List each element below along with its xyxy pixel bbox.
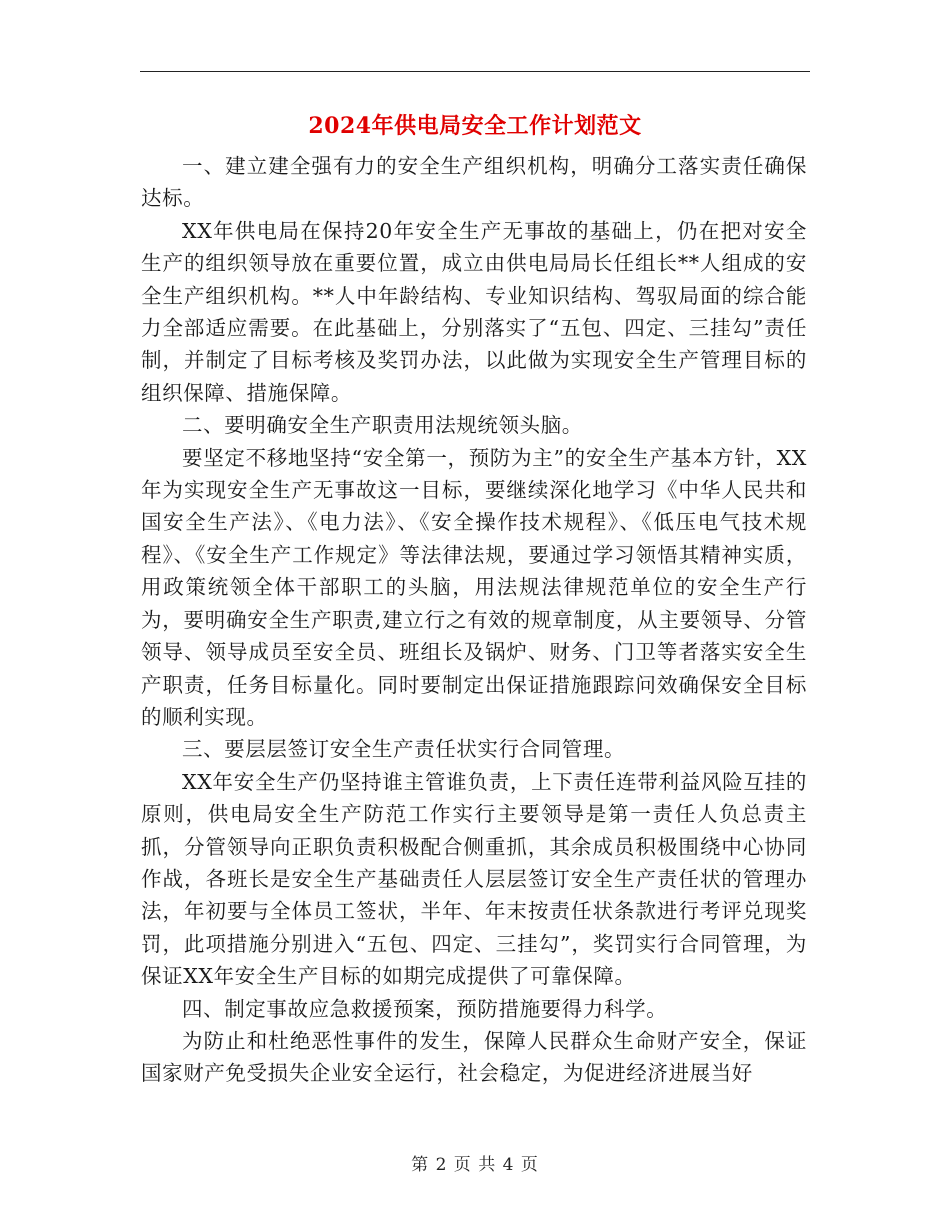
header-rule [140,71,810,72]
section-heading-4: 四、制定事故应急救援预案，预防措施要得力科学。 [182,996,668,1021]
body-paragraph: XX年安全生产仍坚持谁主管谁负责，上下责任连带利益风险互挂的原则，供电局安全生产防范工作实行主要领导是第一责任人负总责主抓，分管领导向正职负责积极配合侧重抓，其余成员积极围绕中心协同作战，各班长是安全生产基础责任人层层签订安全生产责任状的管理办法，年初要与全体员工签状，半年、年末按责任状条款进行考评兑现奖罚，此项措施分别进入“五包、四定、三挂勾”，奖罚实行合同管理，为保证XX年安全生产目标的如期完成提供了可靠保障。 [141,769,807,989]
document-body [141,150,807,1090]
section-heading-2: 二、要明确安全生产职责用法规统领头脑。 [182,413,583,438]
document-title: 2024年供电局安全工作计划范文 [308,113,642,139]
section-heading-1: 一、建立建全强有力的安全生产组织机构，明确分工落实责任确保达标。 [141,154,807,211]
body-paragraph: 要坚定不移地坚持“安全第一，预防为主”的安全生产基本方针，XX年为实现安全生产无事故这一目标，要继续深化地学习《中华人民共和国安全生产法》、《电力法》、《安全操作技术规程》、《低压电气技术规程》、《安全生产工作规定》等法律法规，要通过学习领悟其精神实质，用政策统领全体干部职工的头脑，用法规法律规范单位的安全生产行为，要明确安全生产职责,建立行之有效的规章制度，从主要领导、分管领导、领导成员至安全员、班组长及锅炉、财务、门卫等者落实安全生产职责，任务目标量化。同时要制定出保证措施跟踪问效确保安全目标的顺利实现。 [141,445,807,729]
page-number-footer: 第 2 页 共 4 页 [411,1155,539,1175]
body-paragraph: XX年供电局在保持20年安全生产无事故的基础上，仍在把对安全生产的组织领导放在重要位置，成立由供电局局长任组长**人组成的安全生产组织机构。**人中年龄结构、专业知识结构、驾驭局面的综合能力全部适应需要。在此基础上，分别落实了“五包、四定、三挂勾”责任制，并制定了目标考核及奖罚办法，以此做为实现安全生产管理目标的组织保障、措施保障。 [141,218,807,405]
body-paragraph: 为防止和杜绝恶性事件的发生，保障人民群众生命财产安全，保证国家财产免受损失企业安全运行，社会稳定，为促进经济进展当好 [141,1028,807,1086]
section-heading-3: 三、要层层签订安全生产责任状实行合同管理。 [182,737,626,762]
